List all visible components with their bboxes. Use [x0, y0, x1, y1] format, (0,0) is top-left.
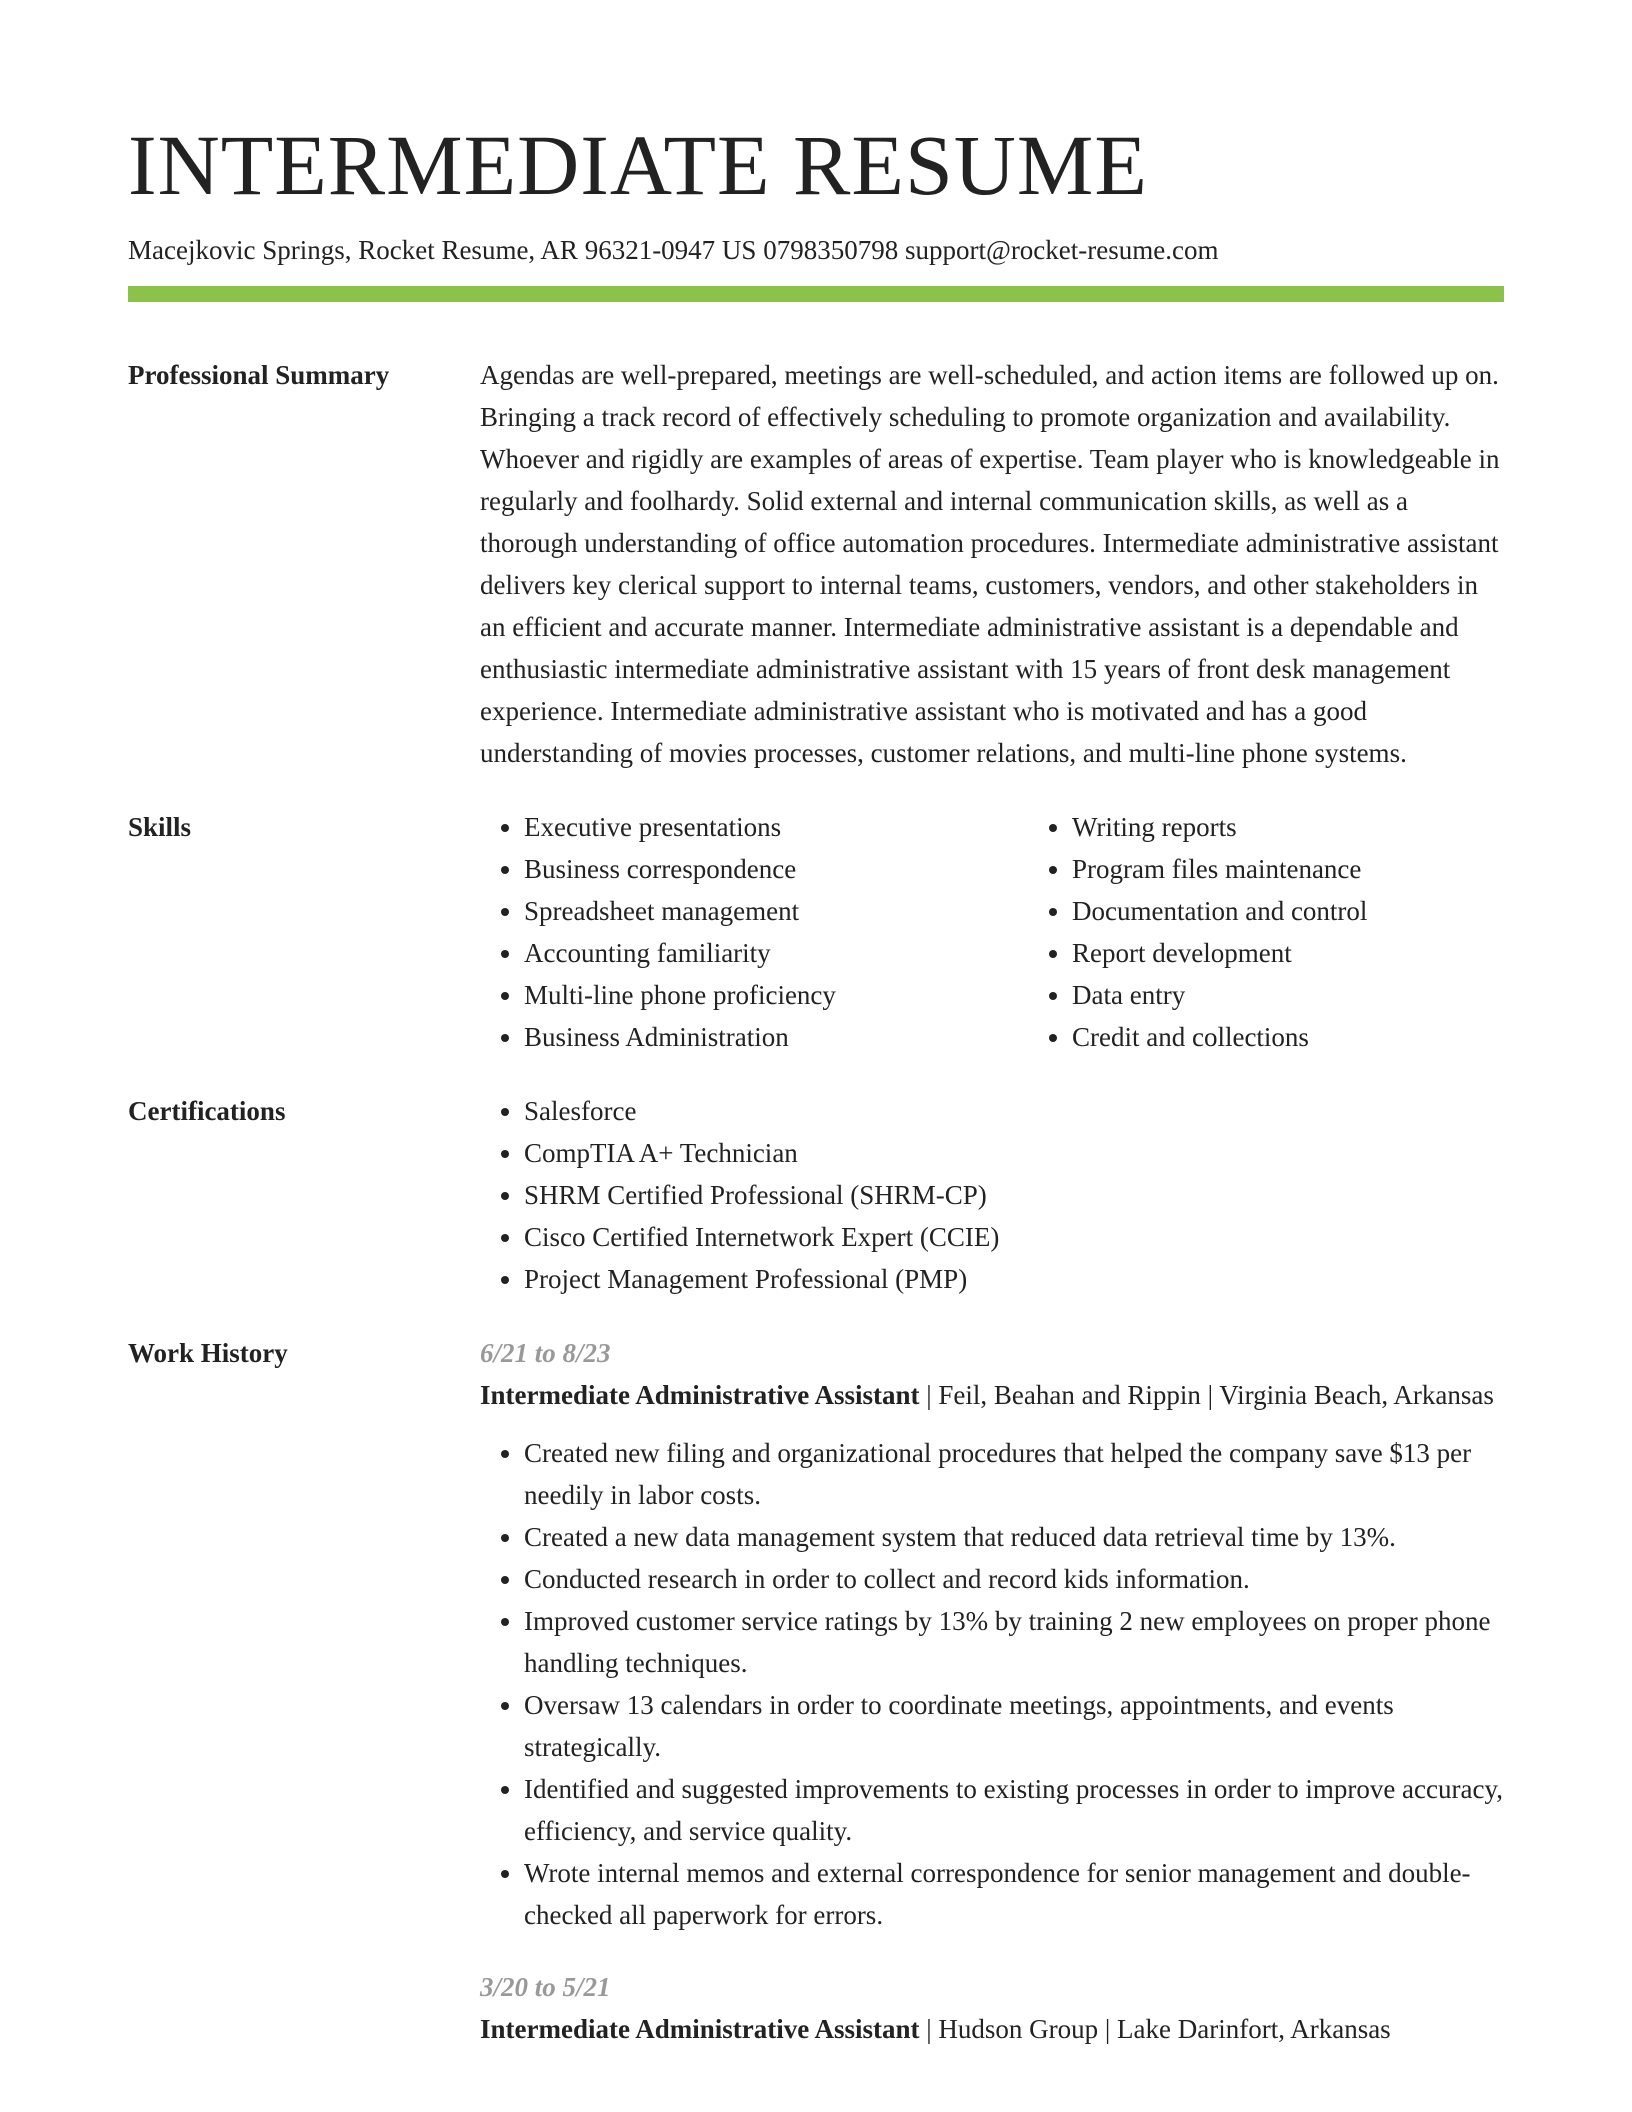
section-label-work-history: Work History — [128, 1337, 288, 1368]
job-details: | Hudson Group | Lake Darinfort, Arkansas — [919, 2013, 1391, 2044]
summary-text: Agendas are well-prepared, meetings are well-scheduled, and action items are followed up on. Bringing a track record of effectively scheduling to promote organization and availability. Whoever and rigidly are examples of areas of expertise. Team player who is knowledgeable in regularly and foolhardy. Solid external and internal communication skills, as well as a thorough understanding of office automation procedures. Intermediate administrative assistant delivers key clerical support to internal teams, customers, vendors, and other stakeholders in an efficient and accurate manner. Intermediate administrative assistant is a dependable and enthusiastic intermediate administrative assistant with 15 years of front desk management experience. Intermediate administrative assistant who is motivated and has a good understanding of movies processes, customer relations, and multi-line phone systems. — [480, 359, 1500, 768]
job-details: | Feil, Beahan and Rippin | Virginia Beach, Arkansas — [919, 1379, 1494, 1410]
certification-item: • SHRM Certified Professional (SHRM-CP) — [524, 1174, 1504, 1216]
skill-item: • Program files maintenance — [1072, 848, 1576, 890]
resume-page — [128, 118, 1504, 2050]
professional-summary-section — [128, 354, 1504, 774]
work-history-section — [128, 1332, 1504, 2050]
skills-list-left — [480, 806, 1028, 1058]
section-label-skills: Skills — [128, 811, 192, 842]
skill-item: • Executive presentations — [524, 806, 1028, 848]
job-bullet: • Created a new data management system that reduced data retrieval time by 13%. — [524, 1516, 1504, 1558]
summary-body — [480, 354, 1504, 774]
skills-list-right — [1028, 806, 1576, 1058]
skill-item: • Multi-line phone proficiency — [524, 974, 1028, 1016]
job-entry — [480, 1966, 1504, 2050]
job-dates: 3/20 to 5/21 — [480, 1971, 611, 2002]
skill-item: • Spreadsheet management — [524, 890, 1028, 932]
accent-divider — [128, 286, 1504, 302]
certification-item: • CompTIA A+ Technician — [524, 1132, 1504, 1174]
job-title: Intermediate Administrative Assistant — [480, 2013, 920, 2044]
job-bullet: • Identified and suggested improvements to existing processes in order to improve accuracy, efficiency, and service quality. — [524, 1768, 1504, 1852]
skill-item: • Accounting familiarity — [524, 932, 1028, 974]
section-label-certifications: Certifications — [128, 1095, 286, 1126]
job-bullet: • Conducted research in order to collect and record kids information. — [524, 1558, 1504, 1600]
job-bullet: • Created new filing and organizational procedures that helped the company save $13 per needily in labor costs. — [524, 1432, 1504, 1516]
certification-item: • Salesforce — [524, 1090, 1504, 1132]
job-bullets — [480, 1432, 1504, 1936]
certifications-body — [480, 1090, 1504, 1300]
certifications-list — [480, 1090, 1504, 1300]
job-heading — [480, 1374, 1504, 1416]
contact-line: Macejkovic Springs, Rocket Resume, AR 96321-0947 US 0798350798 support@rocket-resume.com — [128, 234, 1219, 265]
skills-body — [480, 806, 1576, 1058]
section-label-summary: Professional Summary — [128, 359, 390, 390]
certifications-section — [128, 1090, 1504, 1300]
job-dates: 6/21 to 8/23 — [480, 1337, 611, 1368]
job-bullet: • Oversaw 13 calendars in order to coordinate meetings, appointments, and events strategically. — [524, 1684, 1504, 1768]
skill-item: • Data entry — [1072, 974, 1576, 1016]
skills-section — [128, 806, 1504, 1058]
skill-item: • Writing reports — [1072, 806, 1576, 848]
job-heading — [480, 2008, 1504, 2050]
resume-title: INTERMEDIATE RESUME — [128, 117, 1148, 213]
skill-item: • Credit and collections — [1072, 1016, 1576, 1058]
job-bullet: • Improved customer service ratings by 13% by training 2 new employees on proper phone handling techniques. — [524, 1600, 1504, 1684]
job-entry — [480, 1332, 1504, 1936]
skill-item: • Business correspondence — [524, 848, 1028, 890]
certification-item: • Project Management Professional (PMP) — [524, 1258, 1504, 1300]
skill-item: • Documentation and control — [1072, 890, 1576, 932]
skill-item: • Report development — [1072, 932, 1576, 974]
job-title: Intermediate Administrative Assistant — [480, 1379, 920, 1410]
skill-item: • Business Administration — [524, 1016, 1028, 1058]
job-bullet: • Wrote internal memos and external correspondence for senior management and double-checked all paperwork for errors. — [524, 1852, 1504, 1936]
certification-item: • Cisco Certified Internetwork Expert (CCIE) — [524, 1216, 1504, 1258]
work-history-body — [480, 1332, 1504, 2050]
